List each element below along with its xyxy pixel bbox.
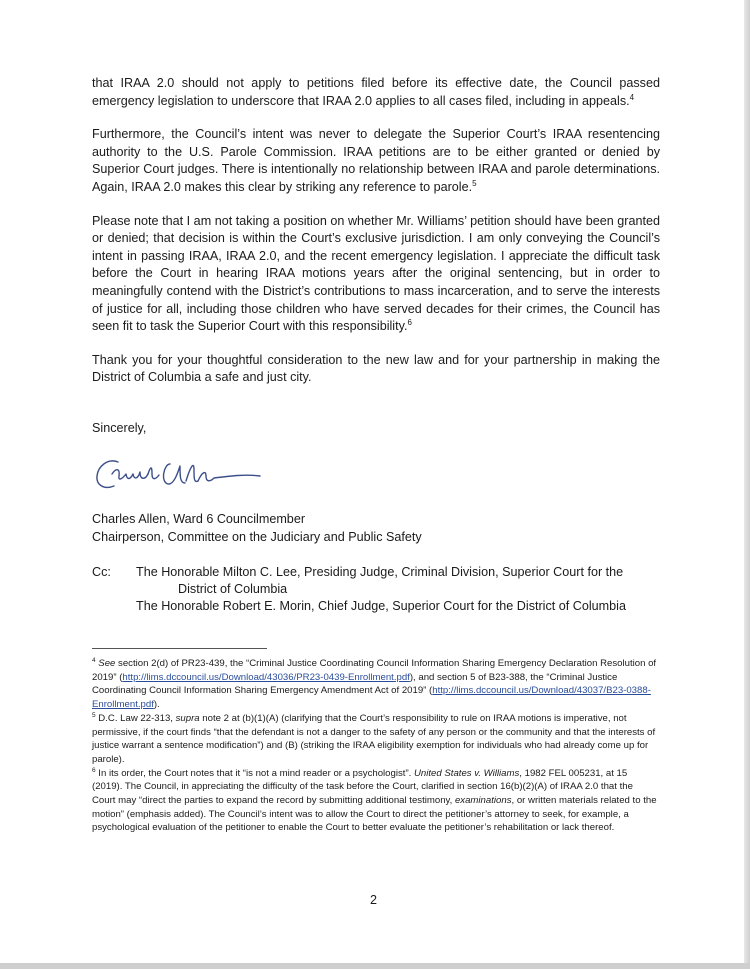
footnote-4-link-2[interactable]: http://lims.dccouncil.us/Download/43037/B23-0388-Enrollment.pdf bbox=[92, 685, 651, 711]
footnote-4-link-1[interactable]: http://lims.dccouncil.us/Download/43036/PR23-0439-Enrollment.pdf bbox=[122, 671, 410, 683]
footnote-5: $^5$ D.C. Law 22-313, supra note 2 at (b)(1)(A) (clarifying that the Court’s responsibility to rule on IRAA motions is imperative, not permissive, if the court finds “that the defendant is not a danger to the safety of any person or the community and that the interests of justice warrant a sentence modification”) and (B) (striking the IRAA eligibility exemption for individuals who had already come up for parole). bbox=[92, 711, 656, 765]
footnote-ref-6[interactable]: 6 bbox=[407, 317, 412, 327]
paragraph-4: Thank you for your thoughtful consideration to the new law and for your partnership in making the District of Columbia a safe and just city. bbox=[92, 352, 660, 385]
signature-block bbox=[92, 510, 422, 546]
footnote-ref-5[interactable]: 5 bbox=[472, 178, 477, 188]
footnote-4: $^4$ See section 2(d) of PR23-439, the “Criminal Justice Coordinating Council Information Sharing Emergency Declaration Resolution of 2019” (http://lims.dccouncil.us/Download/43036/PR23-0439-Enrollment.pdf), and section 5 of B23-388, the “Criminal Justice Coordinating Council Information Sharing Emergency Amendment Act of 2019” (http://lims.dccouncil.us/Download/43037/B23-0388-Enrollment.pdf). bbox=[92, 656, 657, 711]
footnotes bbox=[92, 657, 658, 835]
cc-recipient-2: The Honorable Robert E. Morin, Chief Judge, Superior Court for the District of Columbia bbox=[136, 599, 626, 613]
handwritten-signature-icon bbox=[90, 452, 270, 502]
paragraph-1: that IRAA 2.0 should not apply to petitions filed before its effective date, the Council passed emergency legislation to underscore that IRAA 2.0 applies to all cases filed, including in appeals.$^4$ bbox=[92, 76, 660, 108]
footnote-divider bbox=[92, 648, 267, 649]
page-bottom-edge bbox=[0, 963, 750, 969]
footnote-6: $^6$ In its order, the Court notes that it “is not a mind reader or a psychologist”. United States v. Williams, 1982 FEL 005231, at 15 (2019). The Council, in appreciating the difficulty of the task before the Court, clarified in section 16(b)(2)(A) of IRAA 2.0 that the Court may “direct the parties to expand the record by submitting additional testimony, examinations, or written materials related to the motion” (emphasis added). The Council’s intent was to allow the Court to direct the petitioner’s attorney to seek, for example, a psychological evaluation of the petitioner to enable the Court to better evaluate the petitioner’s rehabilitation or lack thereof. bbox=[92, 766, 657, 834]
signer-name: Charles Allen, Ward 6 Councilmember bbox=[92, 512, 306, 526]
closing-salutation: Sincerely, bbox=[92, 421, 147, 435]
cc-recipient-1: The Honorable Milton C. Lee, Presiding Judge, Criminal Division, Superior Court for the bbox=[136, 565, 624, 579]
cc-label: Cc: bbox=[92, 565, 111, 579]
page-number: 2 bbox=[370, 893, 378, 907]
page-edge-shadow bbox=[744, 0, 750, 969]
letter-body bbox=[92, 75, 660, 403]
cc-recipient-1-cont: District of Columbia bbox=[178, 582, 288, 596]
paragraph-3: Please note that I am not taking a position on whether Mr. Williams’ petition should have been granted or denied; that decision is within the Court’s exclusive jurisdiction. I am only conveying the Council’s intent in passing IRAA, IRAA 2.0, and the recent emergency legislation. I appreciate the difficult task before the Court in hearing IRAA motions years after the original sentencing, but in order to meaningfully contend with the District’s contributions to mass incarceration, and to serve the interests of justice for all, including those children who have served decades for their crimes, the Council has seen fit to task the Superior Court with this responsibility.$^6$ bbox=[92, 213, 660, 334]
signer-title: Chairperson, Committee on the Judiciary and Public Safety bbox=[92, 530, 422, 544]
paragraph-2: Furthermore, the Council’s intent was never to delegate the Superior Court’s IRAA resentencing authority to the U.S. Parole Commission. IRAA petitions are to be either granted or denied by Superior Court judges. There is intentionally no relationship between IRAA and parole determinations. Again, IRAA 2.0 makes this clear by striking any reference to parole.$^5$ bbox=[92, 127, 660, 194]
footnote-ref-4[interactable]: 4 bbox=[629, 92, 635, 102]
